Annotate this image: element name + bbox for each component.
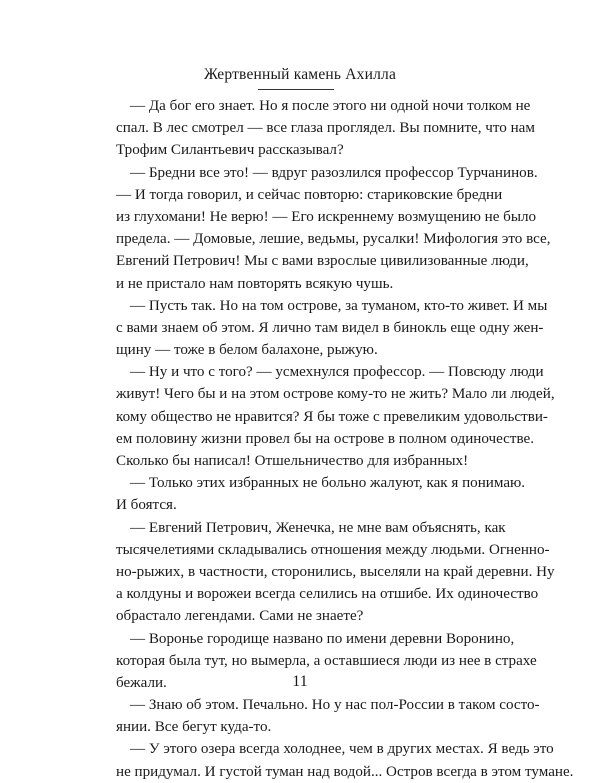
text-line: щину — тоже в белом балахоне, рыжую. <box>116 342 378 359</box>
page-number: 11 <box>292 673 308 690</box>
text-line: — Воронье городище названо по имени деревни Воронино, <box>130 630 515 647</box>
text-line: с вами знаем об этом. Я лично там видел в бинокль еще одну жен- <box>116 319 544 336</box>
text-line: обрастало легендами. Сами не знаете? <box>116 608 364 625</box>
text-line: Трофим Силантьевич рассказывал? <box>116 142 344 159</box>
text-line: кому общество не нравится? Я бы тоже с превеликим удовольстви- <box>116 408 548 425</box>
title-underline-rule <box>258 89 334 90</box>
text-line: — Да бог его знает. Но я после этого ни одной ночи толком не <box>130 98 531 114</box>
text-line: Сколько бы написал! Отшельничество для избранных! <box>116 453 469 469</box>
text-line: — И тогда говорил, и сейчас повторю: стариковские бредни <box>116 186 503 203</box>
text-line: предела. — Домовые, лешие, ведьмы, русалки! Мифология это все, <box>116 231 551 248</box>
text-line: — Евгений Петрович, Женечка, не мне вам объяснять, как <box>130 519 506 536</box>
text-line: — Только этих избранных не больно жалуют, как я понимаю. <box>130 475 526 492</box>
text-line: И боятся. <box>116 497 177 514</box>
text-line: и не пристало нам повторять всякую чушь. <box>116 275 394 292</box>
text-line: но-рыжих, в частности, сторонились, выселяли на край деревни. Ну <box>116 563 555 580</box>
text-line: Евгений Петрович! Мы с вами взрослые цивилизованные люди, <box>116 253 529 270</box>
text-line: янии. Все бегут куда-то. <box>116 719 272 736</box>
text-line: — Бредни все это! — вдруг разозлился профессор Турчанинов. <box>130 164 538 181</box>
text-line: спал. В лес смотрел — все глаза проглядел. Вы помните, что нам <box>116 120 535 137</box>
text-line: — Ну и что с того? — усмехнулся профессор. — Повсюду люди <box>130 364 544 381</box>
running-title: Жертвенный камень Ахилла <box>203 66 397 83</box>
text-line: не придумал. И густой туман над водой... Остров всегда в этом тумане. <box>116 763 574 780</box>
text-line: — Пусть так. Но на том острове, за туманом, кто-то живет. И мы <box>130 297 548 314</box>
text-line: которая была тут, но вымерла, а оставшиеся люди из нее в страхе <box>116 652 537 669</box>
text-line: — У этого озера всегда холоднее, чем в других местах. Я ведь это <box>130 741 554 758</box>
text-line: тысячелетиями складывались отношения между людьми. Огненно- <box>116 541 550 558</box>
text-line: бежали. <box>116 674 167 691</box>
text-line: ем половину жизни провел бы на острове в полном одиночестве. <box>116 430 534 447</box>
text-line: живут! Чего бы и на этом острове кому-то не жить? Мало ли людей, <box>116 386 555 403</box>
text-line: — Знаю об этом. Печально. Но у нас пол-России в таком состо- <box>130 697 540 714</box>
text-line: из глухомани! Не верю! — Его искреннему возмущению не было <box>116 208 537 225</box>
text-line: а колдуны и ворожеи всегда селились на отшибе. Их одиночество <box>116 586 539 603</box>
